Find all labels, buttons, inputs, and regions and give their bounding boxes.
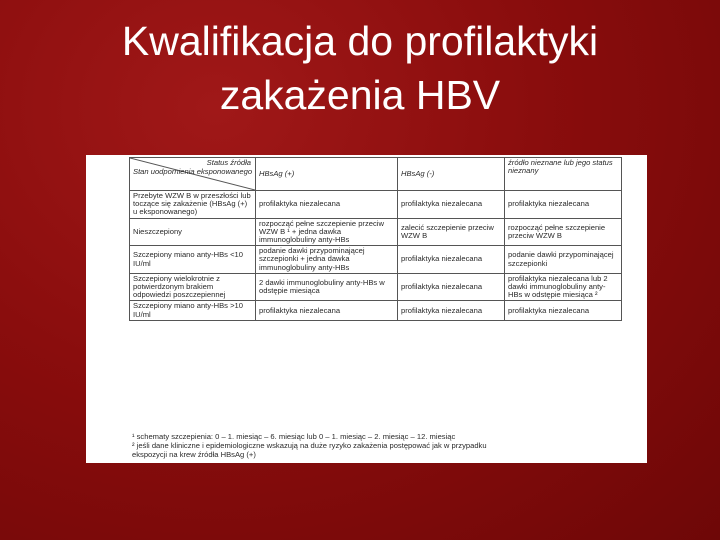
table-header-row: [130, 158, 622, 191]
table-row: [130, 273, 622, 301]
header-hbsag-positive: HBsAg (+): [256, 158, 398, 191]
row-cell: profilaktyka niezalecana: [505, 301, 622, 320]
table-footnotes: [132, 432, 632, 459]
row-cell: rozpocząć pełne szczepienie przeciw WZW B ¹ + jedna dawka immunoglobuliny anty-HBs: [256, 218, 398, 246]
row-cell: zalecić szczepienie przeciw WZW B: [398, 218, 505, 246]
row-cell: profilaktyka niezalecana: [398, 273, 505, 301]
row-cell: podanie dawki przypominającej szczepionki: [505, 246, 622, 274]
footnote-1: ¹ schematy szczepienia: 0 – 1. miesiąc – 6. miesiąc lub 0 – 1. miesiąc – 2. miesiąc – 12. miesiąc: [132, 432, 456, 441]
table-row: [130, 301, 622, 320]
row-cell: profilaktyka niezalecana: [398, 191, 505, 219]
row-cell: profilaktyka niezalecana: [398, 301, 505, 320]
table-row: [130, 218, 622, 246]
row-state-cell: Szczepiony wielokrotnie z potwierdzonym brakiem odpowiedzi poszczepiennej: [130, 273, 256, 301]
footnote-2: ² jeśli dane kliniczne i epidemiologiczne wskazują na duże ryzyko zakażenia postępować jak w przypadku: [132, 441, 487, 450]
row-cell: podanie dawki przypominającej szczepionki + jedna dawka immunoglobuliny anty-HBs: [256, 246, 398, 274]
row-cell: profilaktyka niezalecana: [505, 191, 622, 219]
row-cell: profilaktyka niezalecana lub 2 dawki immunoglobuliny anty-HBs w odstępie miesiąca ²: [505, 273, 622, 301]
table-row: [130, 246, 622, 274]
header-hbsag-negative: HBsAg (-): [398, 158, 505, 191]
row-cell: profilaktyka niezalecana: [398, 246, 505, 274]
row-cell: rozpocząć pełne szczepienie przeciw WZW B: [505, 218, 622, 246]
row-cell: profilaktyka niezalecana: [256, 301, 398, 320]
diagonal-header-cell: [130, 158, 256, 191]
header-source-label: Status źródła: [206, 158, 251, 167]
row-state-cell: Szczepiony miano anty-HBs >10 IU/ml: [130, 301, 256, 320]
row-cell: 2 dawki immunoglobuliny anty-HBs w odstępie miesiąca: [256, 273, 398, 301]
header-state-label: Stan uodpornienia eksponowanego: [133, 167, 253, 176]
row-state-cell: Szczepiony miano anty-HBs <10 IU/ml: [130, 246, 256, 274]
table-image: [86, 155, 647, 463]
footnote-3: ekspozycji na krew źródła HBsAg (+): [132, 450, 256, 459]
header-source-unknown: źródło nieznane lub jego status nieznany: [505, 158, 622, 191]
row-state-cell: Nieszczepiony: [130, 218, 256, 246]
slide-title-line-2: zakażenia HBV: [219, 72, 501, 118]
table-row: [130, 191, 622, 219]
prophylaxis-table: [129, 157, 622, 321]
slide-title: [0, 14, 720, 122]
row-state-cell: Przebyte WZW B w przeszłości lub toczące się zakażenie (HBsAg (+) u eksponowanego): [130, 191, 256, 219]
row-cell: profilaktyka niezalecana: [256, 191, 398, 219]
slide-title-line-1: Kwalifikacja do profilaktyki: [121, 18, 599, 64]
